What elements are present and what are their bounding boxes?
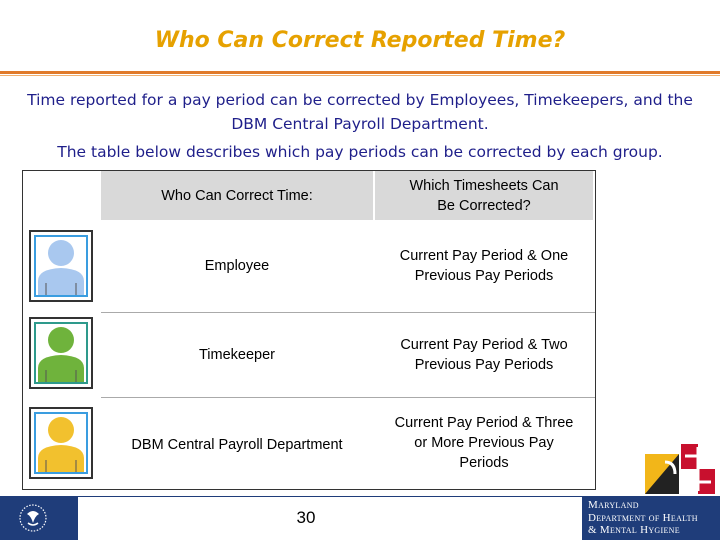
dept-line-2: Department of Health (588, 511, 698, 524)
row-employee-which-text: Current Pay Period & One Previous Pay Periods (399, 248, 569, 284)
hhs-seal-icon (18, 503, 48, 533)
footer-center-panel (78, 497, 582, 540)
intro-line-2: The table below describes which pay periods can be corrected by each group. (57, 143, 663, 161)
timekeeper-avatar-icon (29, 317, 93, 389)
page-title: Who Can Correct Reported Time? (154, 28, 566, 53)
row-payroll-which-text: Current Pay Period & Three or More Previous Pay Periods (394, 415, 574, 471)
row-payroll-which (375, 398, 593, 488)
maryland-flag-logo-icon (645, 444, 715, 494)
page-number: 30 (296, 508, 316, 527)
title-divider (0, 71, 720, 74)
row-employee-who: Employee (204, 258, 270, 274)
intro-line-1: Time reported for a pay period can be corrected by Employees, Timekeepers, and the DBM Central Payroll Department. (27, 91, 693, 133)
row-payroll-who: DBM Central Payroll Department (131, 437, 343, 453)
row-timekeeper-which-text: Current Pay Period & Two Previous Pay Periods (400, 337, 568, 373)
intro-text (20, 88, 700, 164)
row-timekeeper-which (375, 313, 593, 397)
row-employee-which (375, 220, 593, 312)
header-which-text: Which Timesheets Can Be Corrected? (409, 177, 559, 214)
dept-line-1: Maryland (588, 499, 639, 511)
employee-avatar-icon (29, 230, 93, 302)
correction-table (22, 170, 596, 490)
department-name (588, 499, 718, 537)
payroll-avatar-icon (29, 407, 93, 479)
row-timekeeper-who: Timekeeper (198, 347, 276, 363)
title-divider-thin (0, 75, 720, 76)
header-who: Who Can Correct Time: (101, 171, 373, 220)
dept-line-3: & Mental Hygiene (588, 524, 680, 536)
header-which (375, 171, 593, 220)
